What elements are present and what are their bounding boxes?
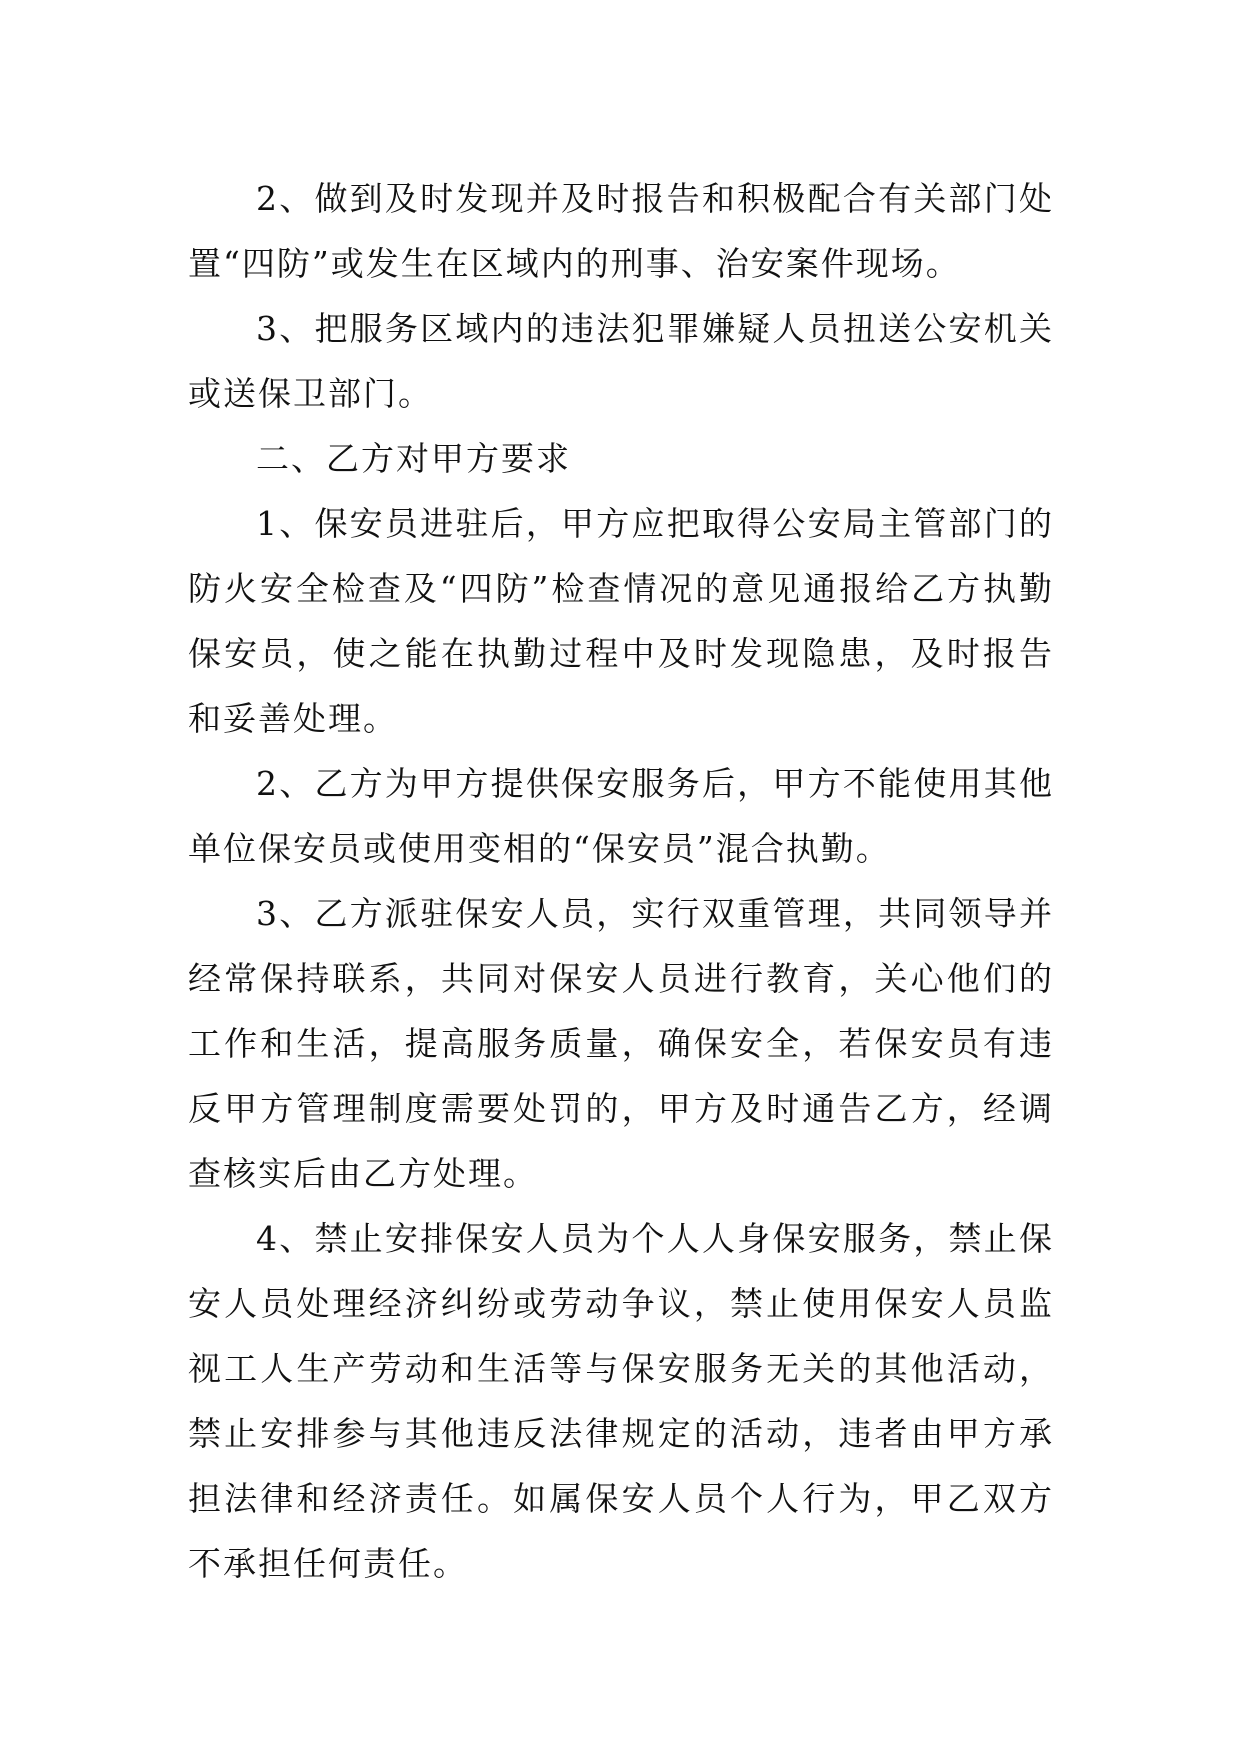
paragraph-item-2: 2、做到及时发现并及时报告和积极配合有关部门处置“四防”或发生在区域内的刑事、治安案件现场。 (188, 179, 1054, 283)
paragraph-requirement-3: 3、乙方派驻保安人员，实行双重管理，共同领导并经常保持联系，共同对保安人员进行教育，关心他们的工作和生活，提高服务质量，确保安全，若保安员有违反甲方管理制度需要处罚的，甲方及时通告乙方，经调查核实后由乙方处理。 (188, 894, 1054, 1193)
document-body (188, 166, 1054, 1596)
paragraph-requirement-1: 1、保安员进驻后，甲方应把取得公安局主管部门的防火安全检查及“四防”检查情况的意见通报给乙方执勤保安员，使之能在执勤过程中及时发现隐患，及时报告和妥善处理。 (188, 504, 1054, 738)
paragraph-requirement-4: 4、禁止安排保安人员为个人人身保安服务，禁止保安人员处理经济纠纷或劳动争议，禁止使用保安人员监视工人生产劳动和生活等与保安服务无关的其他活动，禁止安排参与其他违反法律规定的活动，违者由甲方承担法律和经济责任。如属保安人员个人行为，甲乙双方不承担任何责任。 (188, 1219, 1054, 1583)
paragraph-item-3: 3、把服务区域内的违法犯罪嫌疑人员扭送公安机关或送保卫部门。 (188, 309, 1054, 413)
section-heading: 二、乙方对甲方要求 (256, 439, 571, 478)
paragraph-requirement-2: 2、乙方为甲方提供保安服务后，甲方不能使用其他单位保安员或使用变相的“保安员”混合执勤。 (188, 764, 1054, 868)
